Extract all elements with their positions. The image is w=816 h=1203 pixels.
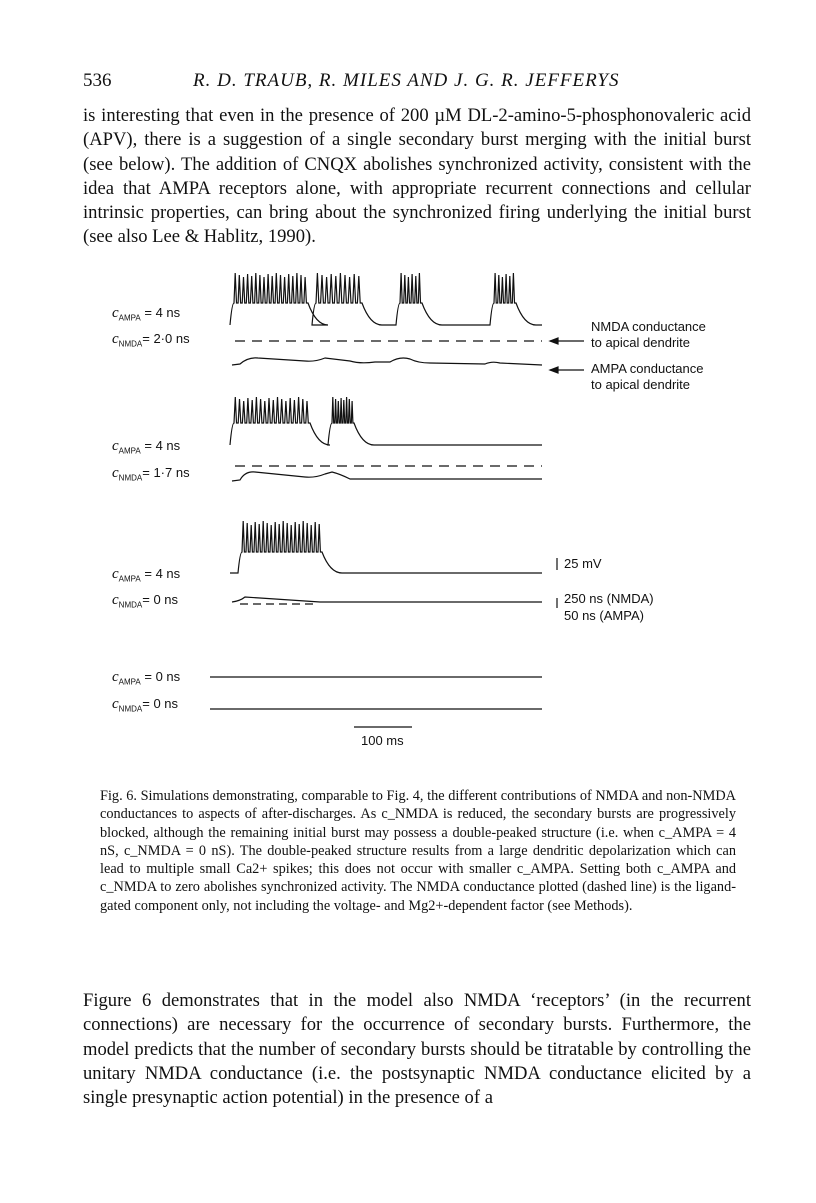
scale-time-label: 100 ms (361, 733, 404, 748)
panel1-nmda-label: $c_{NMDA}= 2\cdot 0$ ns (112, 331, 190, 349)
annotation-ampa-line2: to apical dendrite (591, 377, 691, 392)
panel2-ampa-label: $c_{AMPA} = 4$ ns (112, 438, 181, 456)
page-header (83, 70, 733, 96)
panel2-nmda-label: $c_{NMDA}= 1\cdot 7$ ns (112, 465, 190, 483)
panel3-ampa-label: $c_{AMPA} = 4$ ns (112, 566, 181, 584)
panel4-ampa-label: $c_{AMPA} = 0$ ns (112, 669, 181, 687)
trace-panel1-voltage (230, 273, 542, 325)
body-paragraph-1: is interesting that even in the presence of 200 µM DL-2-amino-5-phosphonovaleric acid (APV), there is a suggestion of a single secondary burst merging with the initial burst (see below). The addition of CNQX abolishes synchronized activity, consistent with the idea that AMPA receptors alone, with appropriate recurrent connections and cellular intrinsic properties, can bring about the synchronized firing underlying the initial burst (see also Lee & Hablitz, 1990). (83, 105, 751, 248)
figure-6 (100, 265, 740, 755)
trace-panel2-ampa (232, 472, 542, 481)
panel1-ampa-label: $c_{AMPA} = 4$ ns (112, 305, 181, 323)
annotation-nmda-line1: NMDA conductance (591, 319, 706, 334)
arrow-ampa-icon (550, 367, 558, 373)
scale-conductance-line1: 250 ns (NMDA) (564, 591, 654, 606)
page-number: 536 (83, 70, 112, 91)
scale-voltage-label: 25 mV (564, 556, 602, 571)
annotation-ampa-line1: AMPA conductance (591, 361, 704, 376)
figure-caption: Fig. 6. Simulations demonstrating, comparable to Fig. 4, the different contributions of NMDA and non-NMDA conductances to aspects of after-discharges. As c_NMDA is reduced, the secondary bursts are progressively blocked, although the remaining initial burst may possess a double-peaked structure (i.e. when c_AMPA = 4 nS, c_NMDA = 0 nS). The double-peaked structure results from a large dendritic depolarization which can lead to multiple small Ca2+ spikes; this does not occur with smaller c_AMPA. Setting both c_AMPA and c_NMDA to zero abolishes synchronized activity. The NMDA conductance plotted (dashed line) is the ligand-gated component only, not including the voltage- and Mg2+-dependent factor (see Methods). (100, 788, 736, 914)
trace-panel3-nmda (232, 597, 542, 602)
scale-conductance-line2: 50 ns (AMPA) (564, 608, 644, 623)
trace-panel2-voltage (230, 397, 542, 445)
annotation-nmda-line2: to apical dendrite (591, 335, 691, 350)
panel4-nmda-label: $c_{NMDA}= 0$ ns (112, 696, 179, 714)
trace-panel1-ampa (232, 358, 542, 365)
trace-panel3-voltage (230, 521, 542, 573)
panel3-nmda-label: $c_{NMDA}= 0$ ns (112, 592, 179, 610)
arrow-nmda-icon (550, 338, 558, 344)
running-head-authors: R. D. TRAUB, R. MILES AND J. G. R. JEFFERYS (193, 70, 620, 91)
body-paragraph-2: Figure 6 demonstrates that in the model also NMDA ‘receptors’ (in the recurrent connections) are necessary for the occurrence of secondary bursts. Furthermore, the model predicts that the number of secondary bursts should be titratable by controlling the unitary NMDA conductance (i.e. the postsynaptic NMDA conductance elicited by a single presynaptic action potential) in the presence of a (83, 990, 751, 1109)
